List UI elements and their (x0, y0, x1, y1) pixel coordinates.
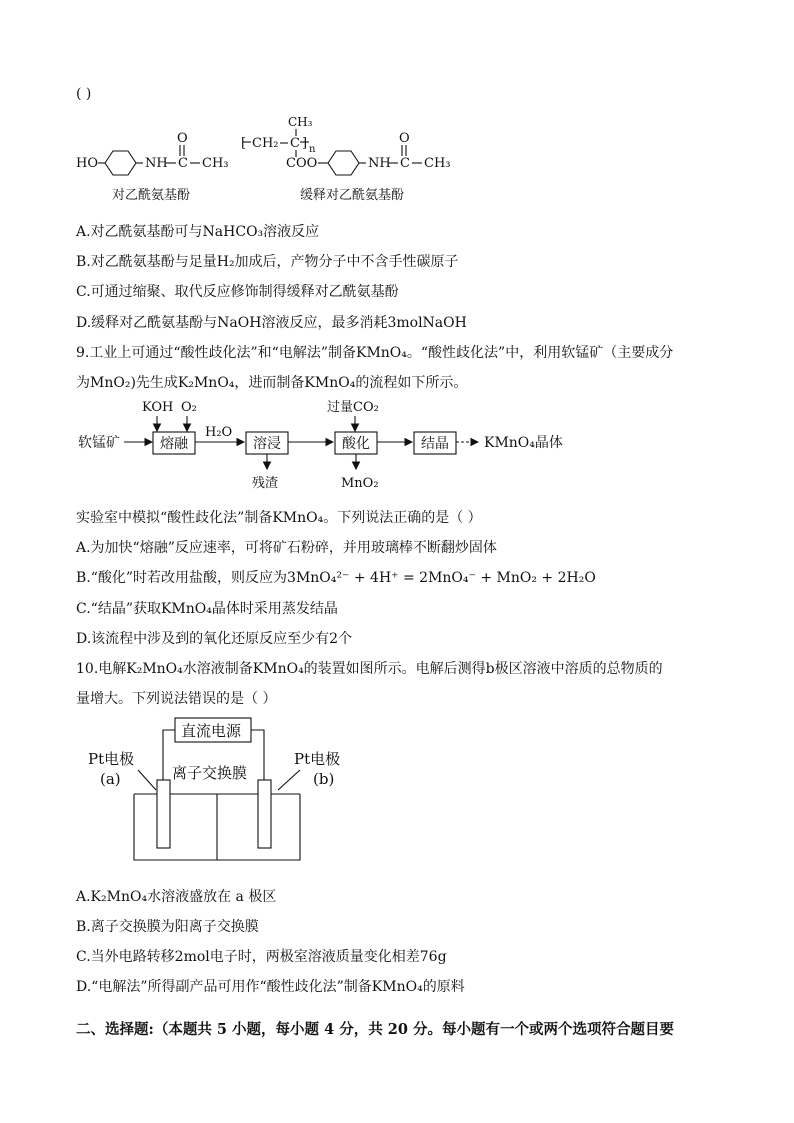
q10-option-b: B.离子交换膜为阳离子交换膜 (76, 919, 259, 935)
q10-option-d: D.“电解法”所得副产品可用作“酸性歧化法”制备KMnO₄的原料 (76, 979, 465, 995)
svg-text:NH: NH (145, 156, 168, 171)
flow-product: KMnO₄晶体 (484, 435, 563, 451)
structure-figure (0, 112, 794, 212)
q8-option-b: B.对乙酰氨基酚与足量H₂加成后，产物分子中不含手性碳原子 (76, 254, 459, 270)
svg-text:CH₃: CH₃ (424, 156, 451, 171)
svg-text:]: ] (302, 136, 308, 151)
flow-residue: 残渣 (252, 476, 279, 491)
svg-text:CH₃: CH₃ (288, 115, 313, 129)
membrane-label: 离子交换膜 (172, 764, 248, 782)
q10-option-a: A.K₂MnO₄水溶液盛放在 a 极区 (76, 889, 277, 905)
benzene-ring-2 (328, 151, 359, 175)
struct1-caption: 对乙酰氨基酚 (112, 188, 191, 203)
ho-label: HO (76, 156, 98, 171)
q9-stem-line1: 9.工业上可通过“酸性歧化法”和“电解法”制备KMnO₄。“酸性歧化法”中，利用软锰矿（主要成分 (76, 345, 674, 361)
q10-stem-line1: 10.电解K₂MnO₄水溶液制备KMnO₄的装置如图所示。电解后测得b极区溶液中溶质的总物质的 (76, 661, 663, 677)
flow-o2: O₂ (181, 400, 197, 415)
answer-paren: ( ) (76, 86, 92, 102)
svg-text:C: C (400, 156, 410, 171)
flow-start: 软锰矿 (78, 435, 120, 451)
q10-option-c: C.当外电路转移2mol电子时，两极室溶液质量变化相差76g (76, 949, 447, 965)
svg-text:CH₂: CH₂ (252, 136, 279, 151)
flow-co2: 过量CO₂ (327, 400, 379, 415)
benzene-ring-1 (105, 151, 136, 175)
electrolysis-apparatus (0, 712, 794, 872)
flow-koh: KOH (142, 400, 174, 415)
power-supply-label: 直流电源 (181, 722, 242, 740)
svg-text:CH₃: CH₃ (202, 156, 229, 171)
svg-text:COO: COO (286, 156, 318, 171)
electrode-b (258, 780, 271, 848)
svg-text:酸化: 酸化 (342, 436, 370, 452)
flow-h2o: H₂O (205, 425, 233, 440)
q10-stem-line2: 量增大。下列说法错误的是（ ） (76, 691, 277, 707)
q8-option-a: A.对乙酰氨基酚可与NaHCO₃溶液反应 (76, 224, 320, 240)
flow-mno2: MnO₂ (341, 476, 379, 491)
section-2-heading: 二、选择题:（本题共 5 小题，每小题 4 分，共 20 分。每小题有一个或两个选项符合题目要 (76, 1021, 674, 1038)
q9-stem-line2: 为MnO₂)先生成K₂MnO₄，进而制备KMnO₄的流程如下所示。 (76, 375, 468, 391)
svg-text:熔融: 熔融 (160, 436, 188, 452)
svg-text:O: O (399, 131, 410, 146)
q9-option-c: C.“结晶”获取KMnO₄晶体时采用蒸发结晶 (76, 601, 338, 617)
q8-option-d: D.缓释对乙酰氨基酚与NaOH溶液反应，最多消耗3molNaOH (76, 315, 467, 331)
svg-text:结晶: 结晶 (421, 436, 449, 452)
q9-option-a: A.为加快“熔融”反应速率，可将矿石粉碎，并用玻璃棒不断翻炒固体 (76, 540, 497, 556)
q8-option-c: C.可通过缩聚、取代反应修饰制得缓释对乙酰氨基酚 (76, 284, 399, 300)
electrode-a (157, 780, 170, 848)
right-electrode-tag: (b) (313, 770, 335, 788)
svg-text:n: n (309, 144, 316, 155)
q9-option-b: B.“酸化”时若改用盐酸，则反应为3MnO₄²⁻ + 4H⁺ = 2MnO₄⁻ + MnO₂ + 2H₂O (76, 570, 596, 586)
svg-text:[: [ (241, 136, 247, 151)
svg-text:C: C (290, 136, 300, 151)
q9-question: 实验室中模拟“酸性歧化法”制备KMnO₄。下列说法正确的是（ ） (76, 510, 482, 526)
q9-option-d: D.该流程中涉及到的氧化还原反应至少有2个 (76, 631, 353, 647)
svg-text:溶浸: 溶浸 (253, 436, 281, 452)
right-electrode-label: Pt电极 (294, 750, 341, 768)
struct2-caption: 缓释对乙酰氨基酚 (300, 188, 405, 203)
svg-text:O: O (177, 131, 188, 146)
left-electrode-tag: (a) (100, 770, 121, 788)
svg-text:C: C (178, 156, 188, 171)
left-electrode-label: Pt电极 (88, 750, 135, 768)
flow-diagram (0, 394, 794, 494)
svg-text:NH: NH (368, 156, 391, 171)
